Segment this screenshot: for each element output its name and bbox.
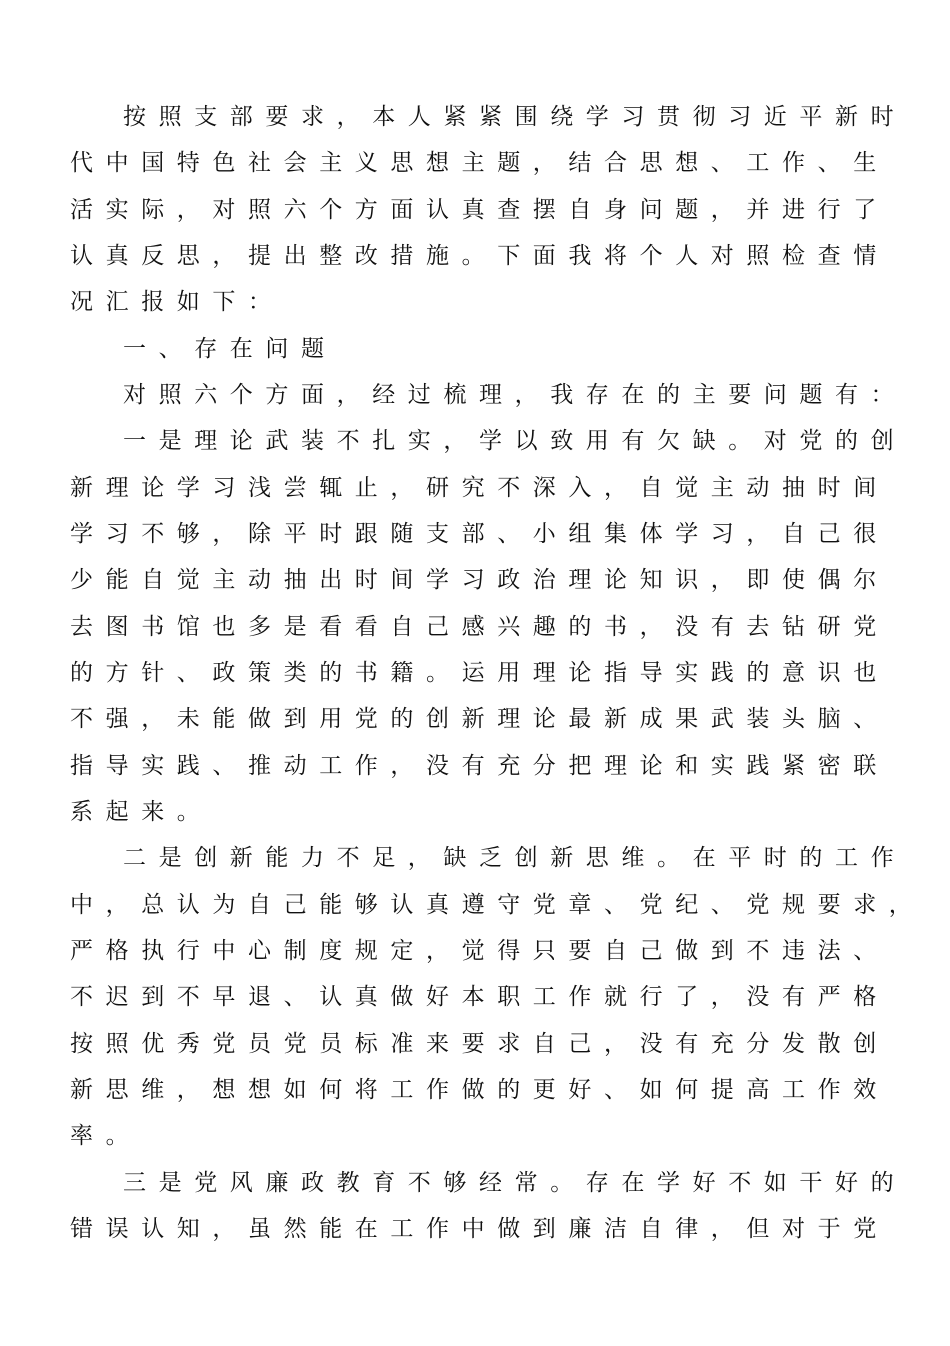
paragraph-line-1: 按照支部要求，本人紧紧围绕学习贯彻习近平新时 xyxy=(123,104,907,130)
issue-3-line-1: 三是党风廉政教育不够经常。存在学好不如干好的 xyxy=(123,1170,907,1196)
issue-1-line-9: 系起来。 xyxy=(70,799,213,825)
section-intro-line: 对照六个方面，经过梳理，我存在的主要问题有： xyxy=(123,382,907,408)
paragraph-line-3: 活实际，对照六个方面认真查摆自身问题，并进行了 xyxy=(70,197,889,223)
paragraph-line-5: 况汇报如下： xyxy=(70,289,284,315)
issue-1-line-8: 指导实践、推动工作，没有充分把理论和实践紧密联 xyxy=(70,753,889,779)
issue-1-line-3: 学习不够，除平时跟随支部、小组集体学习，自己很 xyxy=(70,521,889,547)
issue-1-line-2: 新理论学习浅尝辄止，研究不深入，自觉主动抽时间 xyxy=(70,475,889,501)
paragraph-line-4: 认真反思，提出整改措施。下面我将个人对照检查情 xyxy=(70,243,889,269)
issue-2-line-3: 严格执行中心制度规定，觉得只要自己做到不违法、 xyxy=(70,938,889,964)
issue-1-line-7: 不强，未能做到用党的创新理论最新成果武装头脑、 xyxy=(70,706,889,732)
issue-1-line-1: 一是理论武装不扎实，学以致用有欠缺。对党的创 xyxy=(123,428,907,454)
issue-1-line-4: 少能自觉主动抽出时间学习政治理论知识，即使偶尔 xyxy=(70,567,889,593)
issue-2-line-1: 二是创新能力不足，缺乏创新思维。在平时的工作 xyxy=(123,845,907,871)
issue-3-line-2: 错误认知，虽然能在工作中做到廉洁自律，但对于党 xyxy=(70,1216,889,1242)
issue-2-line-7: 率。 xyxy=(70,1123,142,1149)
paragraph-line-2: 代中国特色社会主义思想主题，结合思想、工作、生 xyxy=(70,150,889,176)
issue-1-line-6: 的方针、政策类的书籍。运用理论指导实践的意识也 xyxy=(70,660,889,686)
issue-2-line-6: 新思维，想想如何将工作做的更好、如何提高工作效 xyxy=(70,1077,889,1103)
issue-1-line-5: 去图书馆也多是看看自己感兴趣的书，没有去钻研党 xyxy=(70,614,889,640)
issue-2-line-4: 不迟到不早退、认真做好本职工作就行了，没有严格 xyxy=(70,984,889,1010)
issue-2-line-5: 按照优秀党员党员标准来要求自己，没有充分发散创 xyxy=(70,1031,889,1057)
issue-2-line-2: 中，总认为自己能够认真遵守党章、党纪、党规要求， xyxy=(70,892,925,918)
section-heading: 一、存在问题 xyxy=(123,336,337,362)
